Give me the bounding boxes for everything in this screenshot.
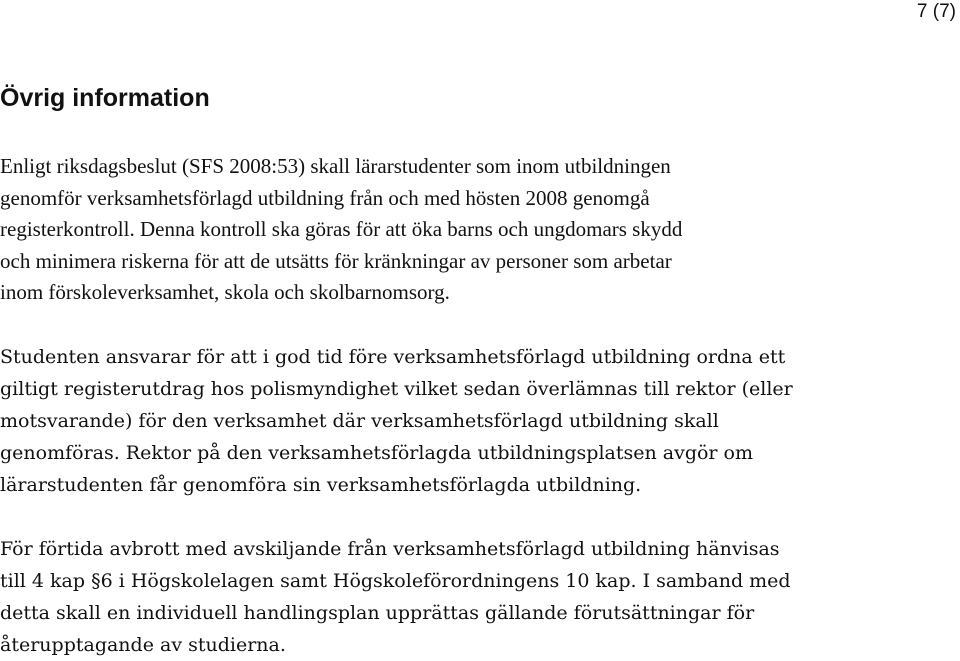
paragraph-line: lärarstudenten får genomföra sin verksamhetsförlagda utbildning. <box>0 474 642 496</box>
paragraph-line: registerkontroll. Denna kontroll ska göras för att öka barns och ungdomars skydd <box>0 217 683 241</box>
paragraph-line: giltigt registerutdrag hos polismyndighet vilket sedan överlämnas till rektor (eller <box>0 378 793 400</box>
page-number: 7 (7) <box>916 1 956 22</box>
paragraph-line: genomföras. Rektor på den verksamhetsförlagda utbildningsplatsen avgör om <box>0 442 753 464</box>
paragraph-line: och minimera riskerna för att de utsätts för kränkningar av personer som arbetar <box>0 248 672 273</box>
section-heading: Övrig information <box>0 84 210 112</box>
paragraph-fortida-avbrott <box>0 533 900 661</box>
paragraph-line: För förtida avbrott med avskiljande från verksamhetsförlagd utbildning hänvisas <box>0 538 780 560</box>
paragraph-line: återupptagande av studierna. <box>0 634 286 656</box>
paragraph-registerkontroll <box>0 151 900 309</box>
paragraph-line: motsvarande) för den verksamhet där verksamhetsförlagd utbildning skall <box>0 410 719 432</box>
paragraph-line: inom förskoleverksamhet, skola och skolbarnomsorg. <box>0 280 450 304</box>
paragraph-line: detta skall en individuell handlingsplan upprättas gällande förutsättningar för <box>0 602 755 624</box>
paragraph-line: till 4 kap §6 i Högskolelagen samt Högskoleförordningens 10 kap. I samband med <box>0 570 791 592</box>
paragraph-student-ansvar <box>0 341 900 501</box>
paragraph-line: Studenten ansvarar för att i god tid före verksamhetsförlagd utbildning ordna ett <box>0 346 786 368</box>
paragraph-line: genomför verksamhetsförlagd utbildning från och med hösten 2008 genomgå <box>0 185 650 210</box>
paragraph-line: Enligt riksdagsbeslut (SFS 2008:53) skall lärarstudenter som inom utbildningen <box>0 154 671 178</box>
